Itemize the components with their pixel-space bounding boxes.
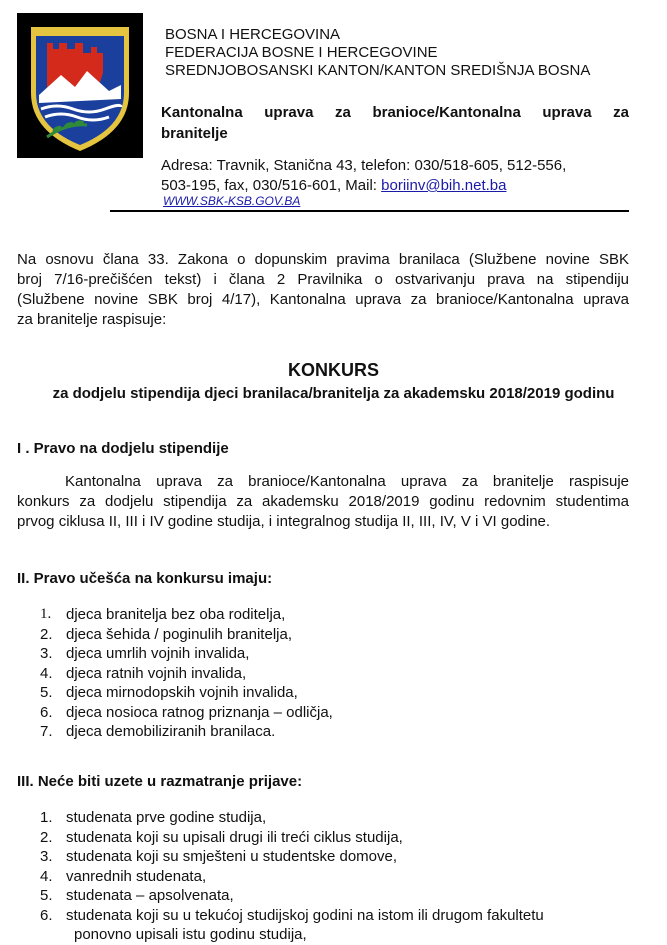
list-text: studenata prve godine studija,: [66, 809, 267, 826]
list-item: [40, 867, 544, 887]
list-number: 7.: [40, 723, 53, 740]
intro-line: (Službene novine SBK broj 4/17), Kantonalna uprava za branioce/Kantonalna uprava: [17, 291, 629, 308]
list-number: 1.: [40, 809, 53, 826]
list-item: [40, 605, 333, 625]
list-text: studenata koji su upisali drugi ili treći ciklus studija,: [66, 828, 403, 846]
header-divider: [110, 210, 629, 212]
crest-icon: [17, 13, 143, 158]
address-line1: Adresa: Travnik, Stanična 43, telefon: 030/518-605, 512-556,: [161, 157, 567, 174]
list-text: djeca branitelja bez oba roditelja,: [66, 606, 286, 623]
list-number: 6.: [40, 703, 53, 721]
address-block: [161, 156, 629, 196]
list-item: [40, 847, 544, 867]
list-text-continuation: ponovno upisali istu godinu studija,: [74, 926, 307, 943]
list-item: [40, 886, 544, 906]
list-text: studenata koji su smješteni u studentske domove,: [66, 848, 398, 865]
list-item: [40, 703, 333, 723]
address-line2-text: 503-195, fax, 030/516-601, Mail:: [161, 177, 382, 194]
office-name-line1: Kantonalna uprava za branioce/Kantonalna uprava za: [161, 104, 629, 121]
list-number: 3.: [40, 645, 53, 662]
section2-list: [40, 605, 333, 742]
list-text: djeca demobiliziranih branilaca.: [66, 723, 276, 740]
header-federation: FEDERACIJA BOSNE I HERCEGOVINE: [165, 44, 438, 61]
list-item: [40, 722, 333, 742]
list-text: vanrednih studenata,: [66, 867, 207, 885]
intro-line: za branitelje raspisuje:: [17, 311, 167, 328]
list-item: [40, 625, 333, 645]
section1-line: Kantonalna uprava za branioce/Kantonalna uprava za branitelje raspisuje: [65, 473, 629, 490]
header-country: BOSNA I HERCEGOVINA: [165, 26, 341, 43]
list-item: [40, 808, 544, 828]
list-number: 5.: [40, 887, 53, 904]
list-text: djeca ratnih vojnih invalida,: [66, 664, 247, 682]
list-item: [40, 664, 333, 684]
list-text: djeca mirnodopskih vojnih invalida,: [66, 684, 298, 701]
header-canton: SREDNJOBOSANSKI KANTON/KANTON SREDIŠNJA BOSNA: [165, 62, 591, 79]
list-number: 6.: [40, 906, 53, 924]
section1-line: konkurs za dodjelu stipendija za akademsku 2018/2019 godinu redovnim studentima: [17, 493, 629, 510]
list-item: [40, 683, 333, 703]
list-number: 2.: [40, 828, 53, 846]
coat-of-arms: [17, 13, 143, 158]
intro-paragraph: [17, 250, 629, 330]
document-title: KONKURS: [287, 360, 379, 380]
list-text: djeca nosioca ratnog priznanja – odličja,: [66, 703, 333, 721]
list-number: 1.: [40, 606, 52, 622]
section3-heading: III. Neće biti uzete u razmatranje prijave:: [17, 773, 303, 790]
section3-list: [40, 808, 544, 945]
list-text: studenata koji su u tekućoj studijskoj godini na istom ili drugom fakultetu: [66, 906, 544, 924]
list-number: 2.: [40, 625, 53, 643]
list-number: 4.: [40, 664, 53, 682]
list-number: 3.: [40, 848, 53, 865]
document-subtitle: za dodjelu stipendija djeci branilaca/branitelja za akademsku 2018/2019 godinu: [52, 385, 615, 402]
section2-heading: II. Pravo učešća na konkursu imaju:: [17, 570, 273, 587]
address-line2: [161, 176, 629, 196]
list-number: 5.: [40, 684, 53, 701]
office-name: [161, 102, 629, 144]
intro-line: Na osnovu člana 33. Zakona o dopunskim pravima branilaca (Službene novine SBK: [17, 251, 629, 268]
section1-body: [17, 472, 629, 532]
list-item: [40, 828, 544, 848]
intro-line: broj 7/16-prečišćen tekst) i člana 2 Pravilnika o ostvarivanju prava na stipendiju: [17, 271, 629, 288]
section1-line: prvog ciklusa II, III i IV godine studija, i integralnog studija II, III, IV, V i VI godine.: [17, 513, 551, 530]
list-text: djeca šehida / poginulih branitelja,: [66, 625, 292, 643]
website-link[interactable]: WWW.SBK-KSB.GOV.BA: [163, 194, 301, 208]
list-text: studenata – apsolvenata,: [66, 887, 234, 904]
list-number: 4.: [40, 867, 53, 885]
list-item: [40, 644, 333, 664]
section1-heading: I . Pravo na dodjelu stipendije: [17, 440, 229, 457]
list-text: djeca umrlih vojnih invalida,: [66, 645, 250, 662]
email-link[interactable]: boriinv@bih.net.ba: [381, 177, 507, 194]
office-name-line2: branitelje: [161, 125, 228, 142]
list-item: [40, 906, 544, 945]
